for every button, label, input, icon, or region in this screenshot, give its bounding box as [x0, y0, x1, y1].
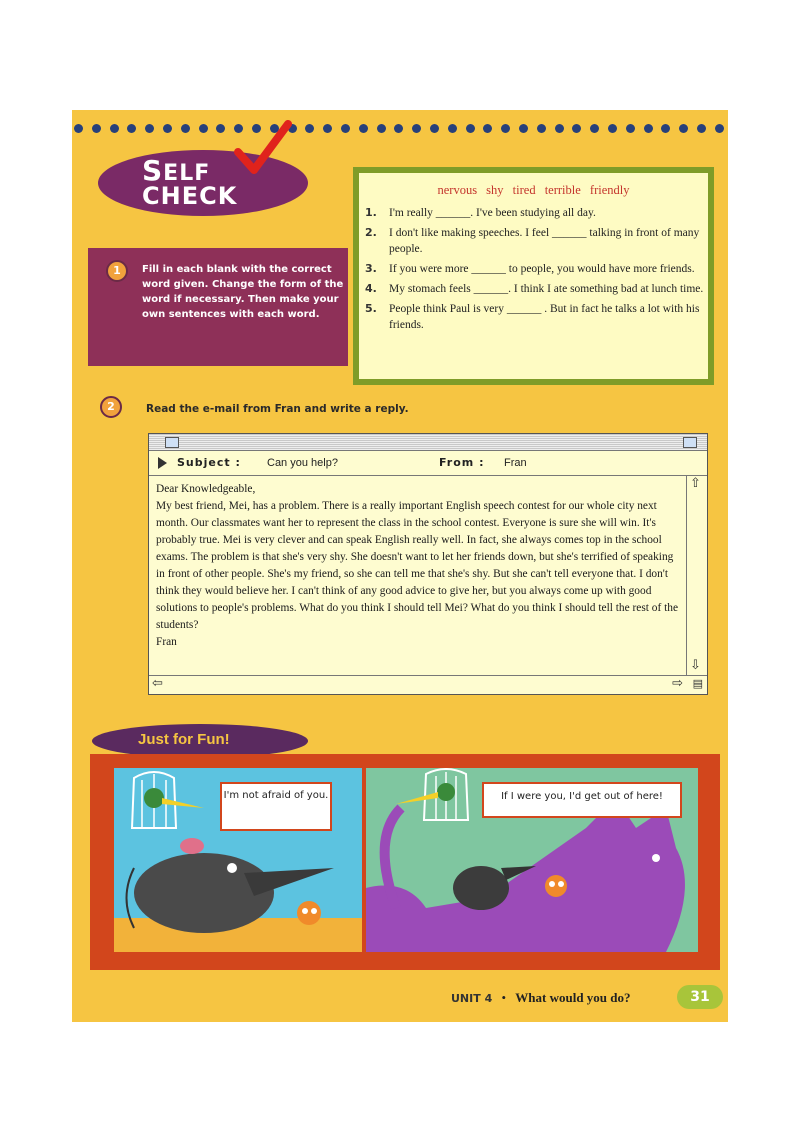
zoom-box-icon[interactable] [683, 437, 697, 448]
speech-bubble-2: If I were you, I'd get out of here! [482, 782, 682, 818]
scroll-down-icon[interactable]: ⇩ [690, 658, 701, 673]
comic-panel-1 [114, 768, 362, 952]
email-window [148, 433, 708, 695]
exercise-2-number: 2 [100, 396, 122, 418]
exercise-1-instruction: Fill in each blank with the correct word given. Change the form of the word if necessary. Then make your own sentences with each word. [142, 264, 344, 320]
unit-title: What would you do? [515, 990, 631, 1005]
from-label: From : [439, 456, 485, 469]
exercise-item: 5. People think Paul is very ______ . But in fact he talks a lot with his friends. [365, 302, 700, 331]
dotted-border [74, 124, 724, 134]
page-footer [451, 990, 631, 1006]
comic-frame [90, 754, 720, 970]
email-signature: Fran [156, 636, 177, 648]
exercise-2-instruction: Read the e-mail from Fran and write a reply. [146, 403, 409, 415]
email-header-bar [149, 451, 707, 476]
subject-label: Subject : [177, 456, 241, 469]
exercise-1-box [353, 167, 714, 385]
horizontal-scrollbar[interactable] [149, 675, 707, 694]
exercise-1-items [365, 205, 709, 337]
page-number: 31 [677, 985, 723, 1009]
comic-panel-2 [366, 768, 698, 952]
exercise-item: 4. My stomach feels ______. I think I ate something bad at lunch time. [365, 282, 704, 295]
scroll-right-icon[interactable]: ⇨ [672, 676, 683, 691]
footer-separator: • [501, 990, 507, 1005]
window-titlebar [149, 434, 707, 451]
just-for-fun-title: Just for Fun! [138, 731, 230, 748]
vertical-scrollbar[interactable] [686, 475, 707, 675]
expand-triangle-icon[interactable] [158, 457, 167, 469]
exercise-1-number: 1 [106, 260, 128, 282]
exercise-item: 1. I'm really ______. I've been studying all day. [365, 206, 596, 219]
resize-icon[interactable]: ▤ [692, 677, 703, 690]
subject-value: Can you help? [267, 457, 338, 469]
close-box-icon[interactable] [165, 437, 179, 448]
textbook-page [72, 110, 728, 1022]
scroll-up-icon[interactable]: ⇧ [690, 476, 701, 491]
email-message: My best friend, Mei, has a problem. There is a really important English speech contest for our whole city next month. Our classmates want her to represent the class in the school contest. Everyone is sure she will win. It's probably true. Mei is very clever and can speak English really well. In fact, she always comes top in the school exams. The problem is that she's very shy. She doesn't want to let her friends down, but she's terrified of speaking in front of other people. She's my friend, so she can tell me that she's shy. But she can't tell everyone that. I don't think they would believe her. I can't think of any good advice to give her, but you always come up with good solutions to people's problems. What do you think I should tell Mei? What do you think I should tell the rest of the students? [156, 500, 679, 631]
exercise-item: 3. If you were more ______ to people, you would have more friends. [365, 262, 695, 275]
unit-label: UNIT 4 [451, 992, 493, 1005]
from-value: Fran [504, 457, 527, 469]
word-bank: nervous shy tired terrible friendly [437, 183, 630, 197]
exercise-item: 2. I don't like making speeches. I feel ______ talking in front of many people. [365, 226, 700, 255]
self-check-title: SELF CHECK [142, 154, 238, 210]
scroll-left-icon[interactable]: ⇦ [152, 676, 163, 691]
speech-bubble-1: I'm not afraid of you. [220, 782, 332, 831]
email-body [156, 481, 680, 651]
checkmark-icon [232, 120, 292, 180]
email-greeting: Dear Knowledgeable, [156, 483, 256, 495]
